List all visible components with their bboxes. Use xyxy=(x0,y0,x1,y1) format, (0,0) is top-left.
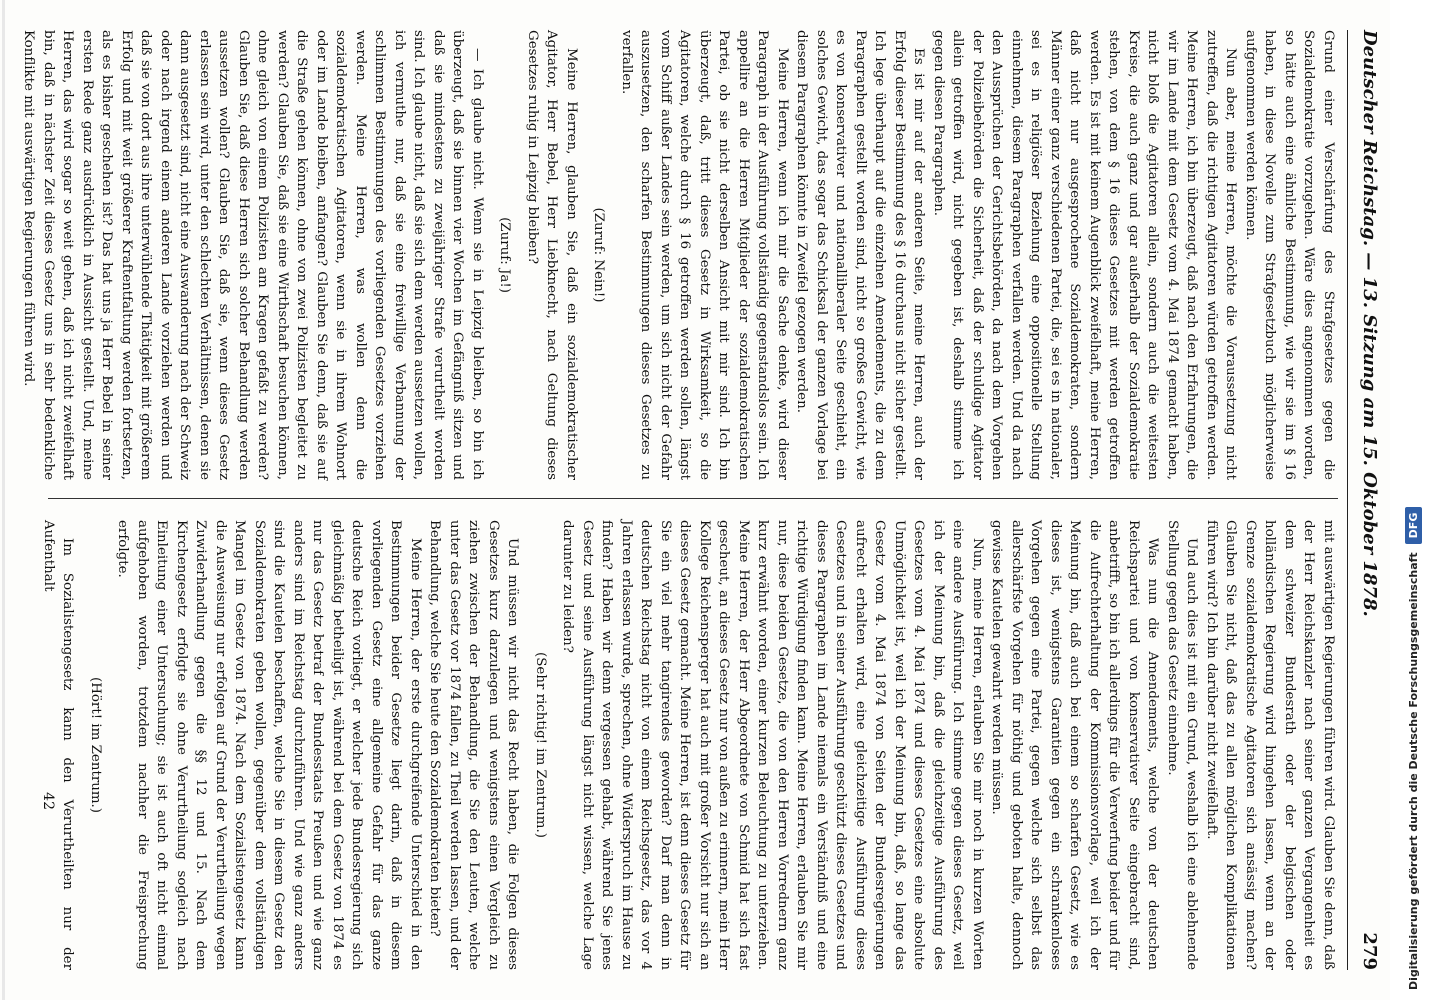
interjection: (Zuruf: Nein!) xyxy=(591,207,607,303)
interjection: (Hört! im Zentrum.) xyxy=(88,676,103,814)
digitization-credit-strip xyxy=(1390,0,1432,1000)
paragraph: Meine Herren, wenn ich mir die Sache denke, wird dieser Paragraph in der Ausführung vollständig gegenstandslos sein. Ich appellire an die Herren Mitglieder der sozialdemokratischen Partei, ob sie nicht derselben Ansicht mit mir sind. Ich bin überzeugt, daß, tritt dieses Gesetz in Wirksamkeit, so die Agitatoren, welche durch § 16 getroffen werden sollen, längst vom Schiff außer Landes sein werden, um sich nicht der Gefahr auszusetzen, den scharfen Bestimmungen dieses Gesetzes zu verfallen. xyxy=(619,30,790,480)
credit-line xyxy=(1398,30,1428,990)
interjection: (Zuruf: Ja!) xyxy=(497,217,513,293)
paragraph: Was nun die Amendements, welche von der deutschen Reichspartei und von konservativer Seite eingebracht sind, anbetrifft, so bin ich allerdings für die Verwerfung beider und für die Aufrechterhaltung der Kommissionsvorlage, weil ich der Meinung bin, daß auch bei einem so scharfen Gesetz, wie es dieses ist, wenigstens Garantien gegen ein schrankenloses Vorgehen gegen eine Partei, gegen welche sich selbst das allerschärfste Vorgehen für nöthig und geboten halte, dennoch gewisse Kautelen gewahrt werden müssen. xyxy=(989,520,1161,970)
column-divider xyxy=(48,498,1338,499)
credit-text: Digitalisierung gefördert durch die Deutsche Forschungsgemeinschaft xyxy=(1406,552,1420,990)
paragraph: Und müssen wir nicht das Recht haben, die Folgen dieses Gesetzes kurz darzulegen und wenigstens einen Vergleich zu ziehen zwischen der Behandlung, die Sie den Leuten, welche unter das Gesetz vor 1874 fallen, zu Theil werden lassen, und der Behandlung, welche Sie heute den Sozialdemokraten bieten? xyxy=(427,520,521,970)
page-number: 279 xyxy=(1359,932,1381,970)
page-header xyxy=(1350,30,1390,970)
page-title: Deutscher Reichstag. — 13. Sitzung am 15. Oktober 1878. xyxy=(1359,30,1381,617)
right-column xyxy=(41,520,1338,970)
interjection: (Sehr richtig! im Zentrum.) xyxy=(533,652,548,838)
header-rule xyxy=(1347,30,1348,970)
paragraph: Meine Herren, glauben Sie, daß ein sozialdemokratischer Agitator, Herr Bebel, Herr Liebknecht, nach Geltung dieses Gesetzes ruhig in Leipzig bleiben? xyxy=(525,30,579,480)
paragraph: mit auswärtigen Regierungen führen wird. Glauben Sie denn, daß der Herr Reichskanzler nach seiner ganzen Vergangenheit es dem schweizer Bundesrath oder der belgischen oder holländischen Regierung wird hingehen lassen, wenn an der Grenze sozialdemokratische Agitatoren sich ansässig machen? Glauben Sie nicht, daß das zu allen möglichen Komplikationen führen wird? Ich bin darüber nicht zweifelhaft. xyxy=(1204,520,1336,970)
paragraph: Es ist mir auf der anderen Seite, meine Herren, auch der Erfolg dieser Bestimmung des § 16 durchaus nicht sicher gestellt. Ich lege überhaupt auf die einzelnen Amendements, die zu dem Paragraphen gestellt worden sind, nicht so großes Gewicht, wie es von konservativer und nationalliberaler Seite geschieht, ein solches Gewicht, das sogar das Schicksal der ganzen Vorlage bei diesem Paragraphen könnte in Zweifel gezogen werden. xyxy=(794,30,927,480)
paragraph: Grund einer Verschärfung des Strafgesetzes gegen die Sozialdemokratie vorzugehen. Wäre dies angenommen worden, so hätte auch eine ähnliche Bestimmung, wie wir sie im § 16 haben, in diese Novelle zum Strafgesetzbuch möglicherweise aufgenommen werden können. xyxy=(1243,30,1336,480)
left-column xyxy=(21,30,1338,480)
dfg-logo: DFG xyxy=(1405,507,1422,545)
paragraph: Nun aber, meine Herren, möchte die Voraussetzung nicht zutreffen, daß die richtigen Agitatoren würden getroffen werden. Meine Herren, ich bin überzeugt, daß nach den Erfahrungen, die wir im Lande mit dem Gesetz vom 4. Mai 1874 gemacht haben, nicht bloß die Agitatoren allein, sondern auch die weitesten Kreise, die auch ganz und gar außerhalb der Sozialdemokratie stehen, von dem § 16 dieses Gesetzes mit werden getroffen werden. Es ist mit keinem Augenblick zweifelhaft, meine Herren, daß nicht nur ausgesprochene Sozialdemokraten, sondern Männer einer ganz verschiedenen Partei, die, sei es in nationaler, sei es in religiöser Beziehung eine oppositionelle Stellung einnehmen, diesem Paragraphen verfallen werden. Und da nach den Aussprüchen der Gerichtsbehörden, da nach dem Vorgehen der Polizeibehörden die Sicherheit, daß der schuldige Agitator allein getroffen wird, nicht gegeben ist, deshalb stimme ich gegen diesen Paragraphen. xyxy=(931,30,1239,480)
paragraph: Im Sozialistengesetz kann den Verurtheilten nur der Aufenthalt xyxy=(41,520,76,970)
paragraph: Nun, meine Herren, erlauben Sie mir noch in kurzen Worten eine andere Ausführung. Ich stimme gegen dieses Gesetz, weil ich der Meinung bin, daß die gleichzeitige Ausführung des Gesetzes vom 4. Mai 1874 und dieses Gesetzes eine absolute Unmöglichkeit ist, weil ich der Meinung bin, daß, so lange das Gesetz vom 4. Mai 1874 von Seiten der Bundesregierungen aufrecht erhalten wird, eine gleichzeitige Ausführung dieses Gesetzes und in seiner Ausführung geschützt dieses Gesetzes und dieses Paragraphen im Lande niemals ein Verständniß und eine richtige Würdigung finden kann. Meine Herren, erlauben Sie mir nur, diese beiden Gesetze, die von den Herren Vorrednern ganz kurz erwähnt worden, einer kurzen Beleuchtung zu unterziehen. Meine Herren, der Herr Abgeordnete von Schmid hat sich fast gescheut, an dieses Gesetz nur von außen zu erinnern, mein Herr Kollege Reichensperger hat auch mit großer Vorsicht nur sich an dieses Gesetz gemacht. Meine Herren, ist denn dieses Gesetz für Sie ein viel mehr tangirendes geworden? Darf man denn in deutschen Reichstag nicht von einem Reichsgesetz, das vor 4 Jahren erlassen wurde, sprechen, ohne Widerspruch im Hause zu finden? Haben wir denn vergessen gehabt, während Sie jenes Gesetz und seine Ausführung längst nicht wissen, welche Lage darunter zu leiden? xyxy=(560,520,985,970)
signature-mark: 42 xyxy=(40,792,56,810)
paragraph: Und auch dies ist mit ein Grund, weshalb ich eine ablehnende Stellung gegen das Gesetz einnehme. xyxy=(1165,520,1200,970)
paragraph: — Ich glaube nicht. Wenn sie in Leipzig bleiben, so bin ich überzeugt, daß sie binnen vier Wochen im Gefängniß sitzen und daß sie mindestens zu zweijähriger Strafe verurtheilt worden sind. Ich glaube nicht, daß sie sich dem werden aussetzen wollen, ich vermuthe nur, daß sie eine freiwillige Verbannung der schlimmen Bestimmungen des vorliegenden Gesetzes vorziehen werden. Meine Herren, was wollen denn die sozialdemokratischen Agitatoren, wenn sie in ihrem Wohnort oder im Lande bleiben, anfangen? Glauben Sie denn, daß sie auf die Straße gehen können, ohne von zwei Polizisten begleitet zu werden? Glauben Sie, daß sie eine Wirthschaft besuchen können, ohne gleich von einem Polizisten am Kragen gefaßt zu werden? Glauben Sie, daß diese Herren sich solcher Behandlung werden aussetzen wollen? Glauben Sie, daß sie, wenn dieses Gesetz erlassen sein wird, unter den schlechten Verhältnissen, denen sie dann ausgesetzt sind, nicht eine Auswanderung nach der Schweiz oder nach irgend einem anderen Lande vorziehen werden und daß sie von dort aus ihre unterwühlende Thätigkeit mit größerem Erfolg und mit weit größerer Kraftentfaltung werden fortsetzen, als es bisher geschehen ist? Das hat uns ja Herr Bebel in seiner ersten Rede ganz ausdrücklich in Aussicht gestellt. Und, meine Herren, das wird sogar so weit gehen, daß ich nicht zweifelhaft bin, daß in nächster Zeit dieses Gesetz uns in sehr bedenkliche Konflikte mit auswärtigen Regierungen führen wird. xyxy=(21,30,485,480)
paragraph: Meine Herren, der erste durchgreifende Unterschied in den Bestimmungen beider Gesetze liegt darin, daß in diesem vorliegenden Gesetz eine allgemeine Gefahr für das ganze deutsche Reich vorliegt, er welcher jede Bundesregierung sich gleichmäßig betheiligt ist, während bei dem Gesetz von 1874 es nur das Gesetz betraf der Bundesstaats Preußen und wie ganz anders sind im Reichstag durchzuführen. Und wie ganz anders sind die Kautelen beschaffen, welche Sie in diesem Gesetz den Sozialdemokraten geben wollen, gegenüber dem vollständigen Mangel im Gesetz von 1874. Nach dem Sozialistengesetz kann die Ausweisung nur erfolgen auf Grund der Verurtheilung wegen Zuwiderhandlung gegen die §§ 12 und 15. Nach dem Kirchengesetz erfolgte sie ohne Verurtheilung sogleich nach Einleitung einer Untersuchung; sie ist auch oft nicht einmal aufgehoben worden, trotzdem nachher die Freisprechung erfolgte. xyxy=(115,520,423,970)
rotated-page-content xyxy=(21,30,1390,970)
scan-edge xyxy=(2,0,5,1000)
